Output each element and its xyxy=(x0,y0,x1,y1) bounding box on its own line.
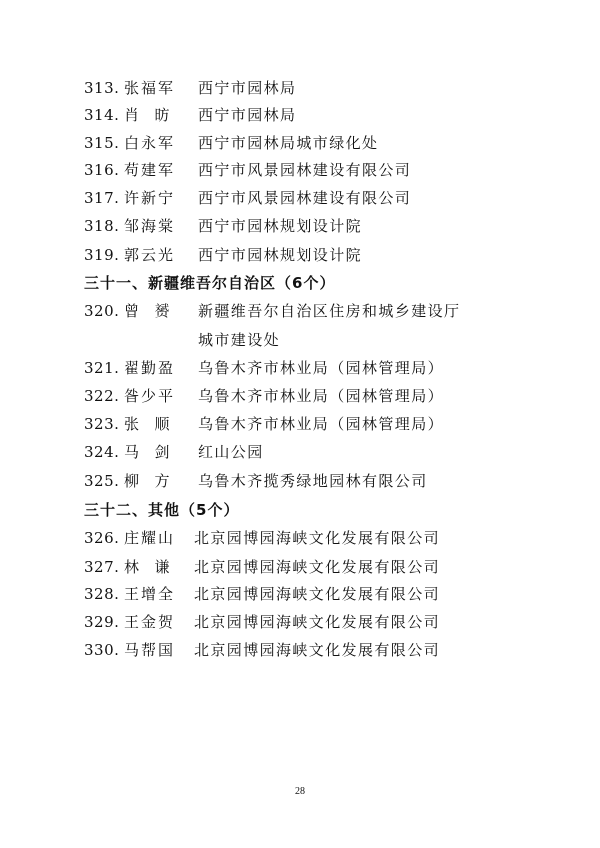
entry-name: 张 顺 xyxy=(124,415,172,433)
entry-name: 马 剑 xyxy=(124,443,172,461)
entry-organization: 乌鲁木齐市林业局（园林管理局） xyxy=(198,359,445,377)
entry-number: 329. xyxy=(84,613,120,631)
entry-organization: 红山公园 xyxy=(198,443,264,461)
entry-name: 白永军 xyxy=(124,134,176,152)
entry-organization: 新疆维吾尔自治区住房和城乡建设厅 xyxy=(198,302,461,320)
entry-name: 柳 方 xyxy=(124,472,172,490)
entry-number: 323. xyxy=(84,415,120,433)
entry-name: 昝少平 xyxy=(124,387,176,405)
entry-organization: 西宁市园林局 xyxy=(198,106,297,124)
entry-number: 324. xyxy=(84,443,120,461)
entry-number: 317. xyxy=(84,189,120,207)
entry-organization: 西宁市园林局城市绿化处 xyxy=(198,134,379,152)
entry-number: 322. xyxy=(84,387,120,405)
entry-name: 翟勤盈 xyxy=(124,359,176,377)
section-heading: 三十一、新疆维吾尔自治区（6个） xyxy=(84,274,336,292)
entry-name: 邹海棠 xyxy=(124,217,176,235)
entry-name: 曾 赟 xyxy=(124,302,172,320)
entry-number: 314. xyxy=(84,106,120,124)
entry-number: 326. xyxy=(84,529,120,547)
entry-number: 321. xyxy=(84,359,120,377)
page-number: 28 xyxy=(295,786,305,797)
entry-organization: 西宁市园林规划设计院 xyxy=(198,217,363,235)
entry-organization: 西宁市园林局 xyxy=(198,79,297,97)
entry-organization: 北京园博园海峡文化发展有限公司 xyxy=(194,529,441,547)
entry-organization: 北京园博园海峡文化发展有限公司 xyxy=(194,558,441,576)
entry-name: 王金贺 xyxy=(124,613,176,631)
entry-organization: 乌鲁木齐市林业局（园林管理局） xyxy=(198,387,445,405)
entry-organization: 北京园博园海峡文化发展有限公司 xyxy=(194,641,441,659)
entry-number: 328. xyxy=(84,585,120,603)
entry-name: 庄耀山 xyxy=(124,529,176,547)
section-heading: 三十二、其他（5个） xyxy=(84,501,240,519)
entry-organization: 乌鲁木齐揽秀绿地园林有限公司 xyxy=(198,472,428,490)
entry-organization-continuation: 城市建设处 xyxy=(198,331,281,349)
entry-number: 330. xyxy=(84,641,120,659)
entry-number: 319. xyxy=(84,246,120,264)
entry-number: 315. xyxy=(84,134,120,152)
entry-name: 张福军 xyxy=(124,79,176,97)
entry-number: 313. xyxy=(84,79,120,97)
entry-number: 325. xyxy=(84,472,120,490)
entry-organization: 北京园博园海峡文化发展有限公司 xyxy=(194,585,441,603)
entry-name: 许新宁 xyxy=(124,189,176,207)
entry-organization: 西宁市风景园林建设有限公司 xyxy=(198,189,412,207)
entry-name: 肖 昉 xyxy=(124,106,172,124)
entry-name: 林 谦 xyxy=(124,558,172,576)
entry-number: 320. xyxy=(84,302,120,320)
entry-organization: 北京园博园海峡文化发展有限公司 xyxy=(194,613,441,631)
entry-name: 郭云光 xyxy=(124,246,176,264)
entry-number: 327. xyxy=(84,558,120,576)
entry-organization: 乌鲁木齐市林业局（园林管理局） xyxy=(198,415,445,433)
entry-number: 316. xyxy=(84,161,120,179)
entry-name: 王增全 xyxy=(124,585,176,603)
entry-organization: 西宁市风景园林建设有限公司 xyxy=(198,161,412,179)
entry-organization: 西宁市园林规划设计院 xyxy=(198,246,363,264)
entry-name: 苟建军 xyxy=(124,161,176,179)
entry-name: 马帮国 xyxy=(124,641,176,659)
entry-number: 318. xyxy=(84,217,120,235)
